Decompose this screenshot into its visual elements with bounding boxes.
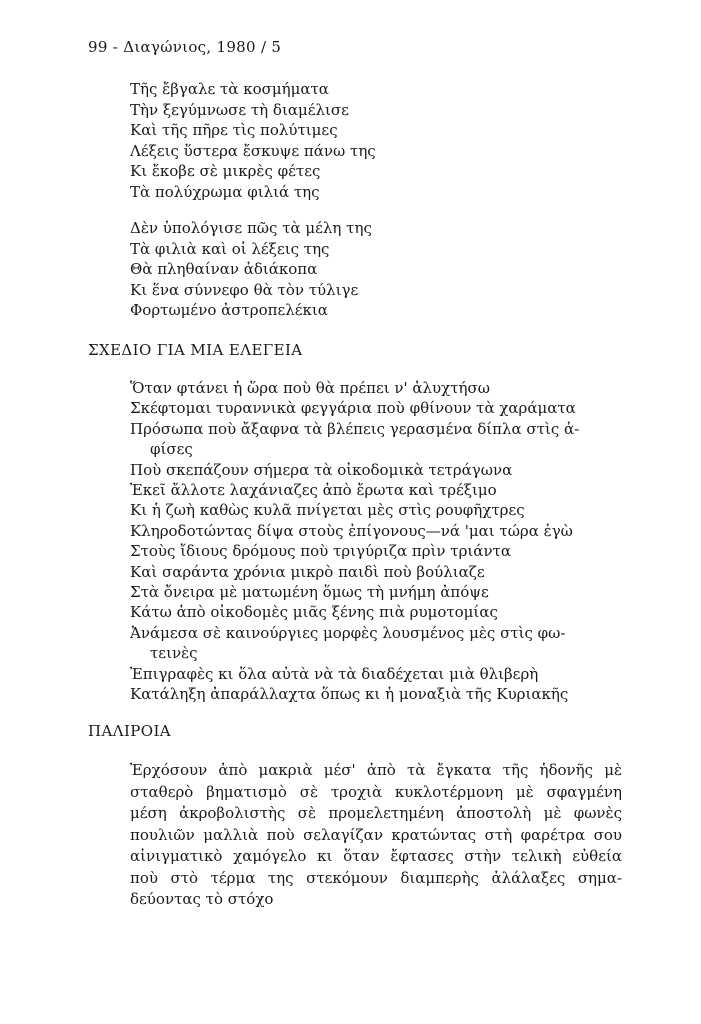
poem-line: τεινὲς bbox=[150, 644, 198, 663]
poem-line: Πρόσωπα ποὺ ἄξαφνα τὰ βλέπεις γερασμένα δίπλα στὶς ἀ- bbox=[130, 419, 580, 438]
poem-line: Κληροδοτώντας δίψα στοὺς ἐπίγονους—νά 'μαι τώρα ἐγὼ bbox=[130, 521, 573, 540]
poem-line: Κι ἡ ζωὴ καθὼς κυλᾶ πνίγεται μὲς στὶς ρουφῆχτρες bbox=[130, 501, 525, 520]
poem-line: Κι ἕνα σύννεφο θὰ τὸν τύλιγε bbox=[130, 280, 359, 299]
poem-line: Τὰ πολύχρωμα φιλιά της bbox=[130, 182, 320, 201]
poem-line: φίσες bbox=[150, 440, 193, 459]
poem2-title: ΣΧΕΔΙΟ ΓΙΑ ΜΙΑ ΕΛΕΓΕΙΑ bbox=[88, 341, 303, 359]
poem-line: Τὴν ξεγύμνωσε τὴ διαμέλισε bbox=[130, 100, 349, 119]
poem-line: Καὶ σαράντα χρόνια μικρὸ παιδὶ ποὺ βούλιαζε bbox=[130, 562, 485, 581]
poem-line: Στοὺς ἴδιους δρόμους ποὺ τριγύριζα πρὶν τριάντα bbox=[130, 542, 511, 561]
poem3-body bbox=[130, 760, 622, 911]
poem-line: Ἐκεῖ ἄλλοτε λαχάνιαζες ἀπὸ ἔρωτα καὶ τρέξιμο bbox=[130, 481, 497, 500]
poem-line: Στὰ ὄνειρα μὲ ματωμένη ὅμως τὴ μνήμη ἀπόψε bbox=[130, 583, 489, 602]
poem-line: Τὰ φιλιὰ καὶ οἱ λέξεις της bbox=[130, 239, 330, 258]
poem-line: Καὶ τῆς πῆρε τὶς πολύτιμες bbox=[130, 121, 338, 139]
poem-line: Φορτωμένο ἀστροπελέκια bbox=[130, 301, 328, 319]
poem-line: Σκέφτομαι τυραννικὰ φεγγάρια ποὺ φθίνουν τὰ χαράματα bbox=[130, 399, 576, 418]
poem1-stanza1 bbox=[130, 79, 376, 202]
poem-line: Κατάληξη ἀπαράλλαχτα ὅπως κι ἡ μοναξιὰ τῆς Κυριακῆς bbox=[130, 685, 569, 704]
poem-line: Κάτω ἀπὸ οἰκοδομὲς μιᾶς ξένης πιὰ ρυμοτομίας bbox=[130, 603, 498, 622]
poem2-body bbox=[130, 378, 579, 705]
poem3-title: ΠΑΛΙΡΟΙΑ bbox=[88, 722, 172, 740]
prose-line: αἰνιγματικὸ χαμόγελο κι ὅταν ἔφτασες στὴν τελικὴ εὐθεία bbox=[130, 847, 622, 865]
page-header: 99 - Διαγώνιος, 1980 / 5 bbox=[88, 38, 282, 56]
prose-line: δεύοντας τὸ στόχο bbox=[130, 890, 274, 908]
prose-line: Ἐρχόσουν ἀπὸ μακριὰ μέσ' ἀπὸ τὰ ἔγκατα τῆς ἡδονῆς μὲ bbox=[130, 761, 622, 779]
poem-line: Ὅταν φτάνει ἡ ὥρα ποὺ θὰ πρέπει ν' ἀλυχτήσω bbox=[130, 379, 490, 397]
prose-line: πουλιῶν μαλλιὰ ποὺ σελαγίζαν κρατώντας στὴ φαρέτρα σου bbox=[130, 825, 622, 844]
poem-line: Δὲν ὑπολόγισε πῶς τὰ μέλη της bbox=[130, 219, 372, 237]
poem-line: Λέξεις ὕστερα ἔσκυψε πάνω της bbox=[130, 141, 376, 160]
poem-line: Ἐπιγραφὲς κι ὅλα αὐτὰ νὰ τὰ διαδέχεται μιὰ θλιβερὴ bbox=[130, 664, 539, 683]
prose-line: ποὺ στὸ τέρμα της στεκόμουν διαμπερὴς ἀλάλαξες σημα- bbox=[130, 868, 622, 887]
poem-line: Τῆς ἔβγαλε τὰ κοσμήματα bbox=[130, 80, 329, 98]
prose-line: σταθερὸ βηματισμὸ σὲ τροχιὰ κυκλοτέρμονη μὲ σφαγμένη bbox=[130, 782, 622, 801]
poem-line: Ποὺ σκεπάζουν σήμερα τὰ οἰκοδομικὰ τετράγωνα bbox=[130, 460, 513, 479]
poem-line: Ἀνάμεσα σὲ καινούργιες μορφὲς λουσμένος μὲς στὶς φω- bbox=[130, 623, 566, 642]
poem-line: Κι ἔκοβε σὲ μικρὲς φέτες bbox=[130, 162, 321, 180]
poem1-stanza2 bbox=[130, 218, 372, 321]
poem-line: Θὰ πληθαίναν ἀδιάκοπα bbox=[130, 260, 318, 278]
prose-line: μέση ἀκροβολιστὴς σὲ προμελετημένη ἀποστολὴ μὲ φωνὲς bbox=[130, 804, 622, 822]
